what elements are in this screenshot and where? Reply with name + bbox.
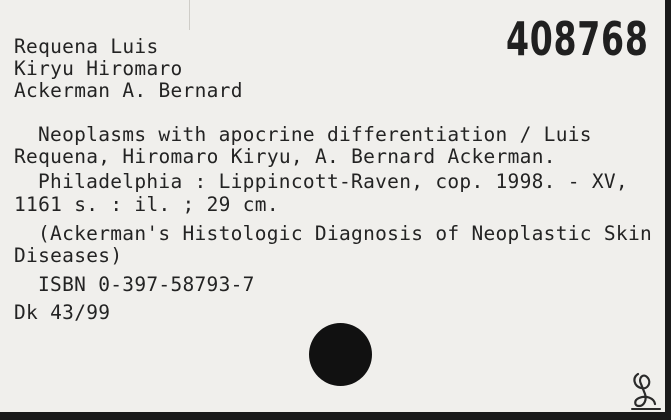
card-guide-line bbox=[189, 0, 190, 30]
series-line-1: (Ackerman's Histologic Diagnosis of Neoplastic Skin bbox=[38, 222, 653, 245]
isbn-line: ISBN 0-397-58793-7 bbox=[38, 273, 255, 296]
publication-line: Philadelphia : Lippincott-Raven, cop. 1998. - XV, bbox=[38, 170, 628, 193]
title-line-2: Requena, Hiromaro Kiryu, A. Bernard Ackerman. bbox=[14, 145, 556, 168]
title-line-1: Neoplasms with apocrine differentiation / Luis bbox=[38, 123, 592, 146]
author-line-3: Ackerman A. Bernard bbox=[14, 79, 243, 102]
punch-hole-icon bbox=[309, 323, 372, 386]
author-line-2: Kiryu Hiromaro bbox=[14, 57, 183, 80]
author-line-1: Requena Luis bbox=[14, 35, 159, 58]
extent-line: 1161 s. : il. ; 29 cm. bbox=[14, 193, 279, 216]
shelf-mark-line: Dk 43/99 bbox=[14, 301, 111, 324]
handwritten-mark-icon bbox=[628, 368, 664, 412]
series-line-2: Diseases) bbox=[14, 244, 123, 267]
accession-number: 408768 bbox=[506, 12, 649, 66]
